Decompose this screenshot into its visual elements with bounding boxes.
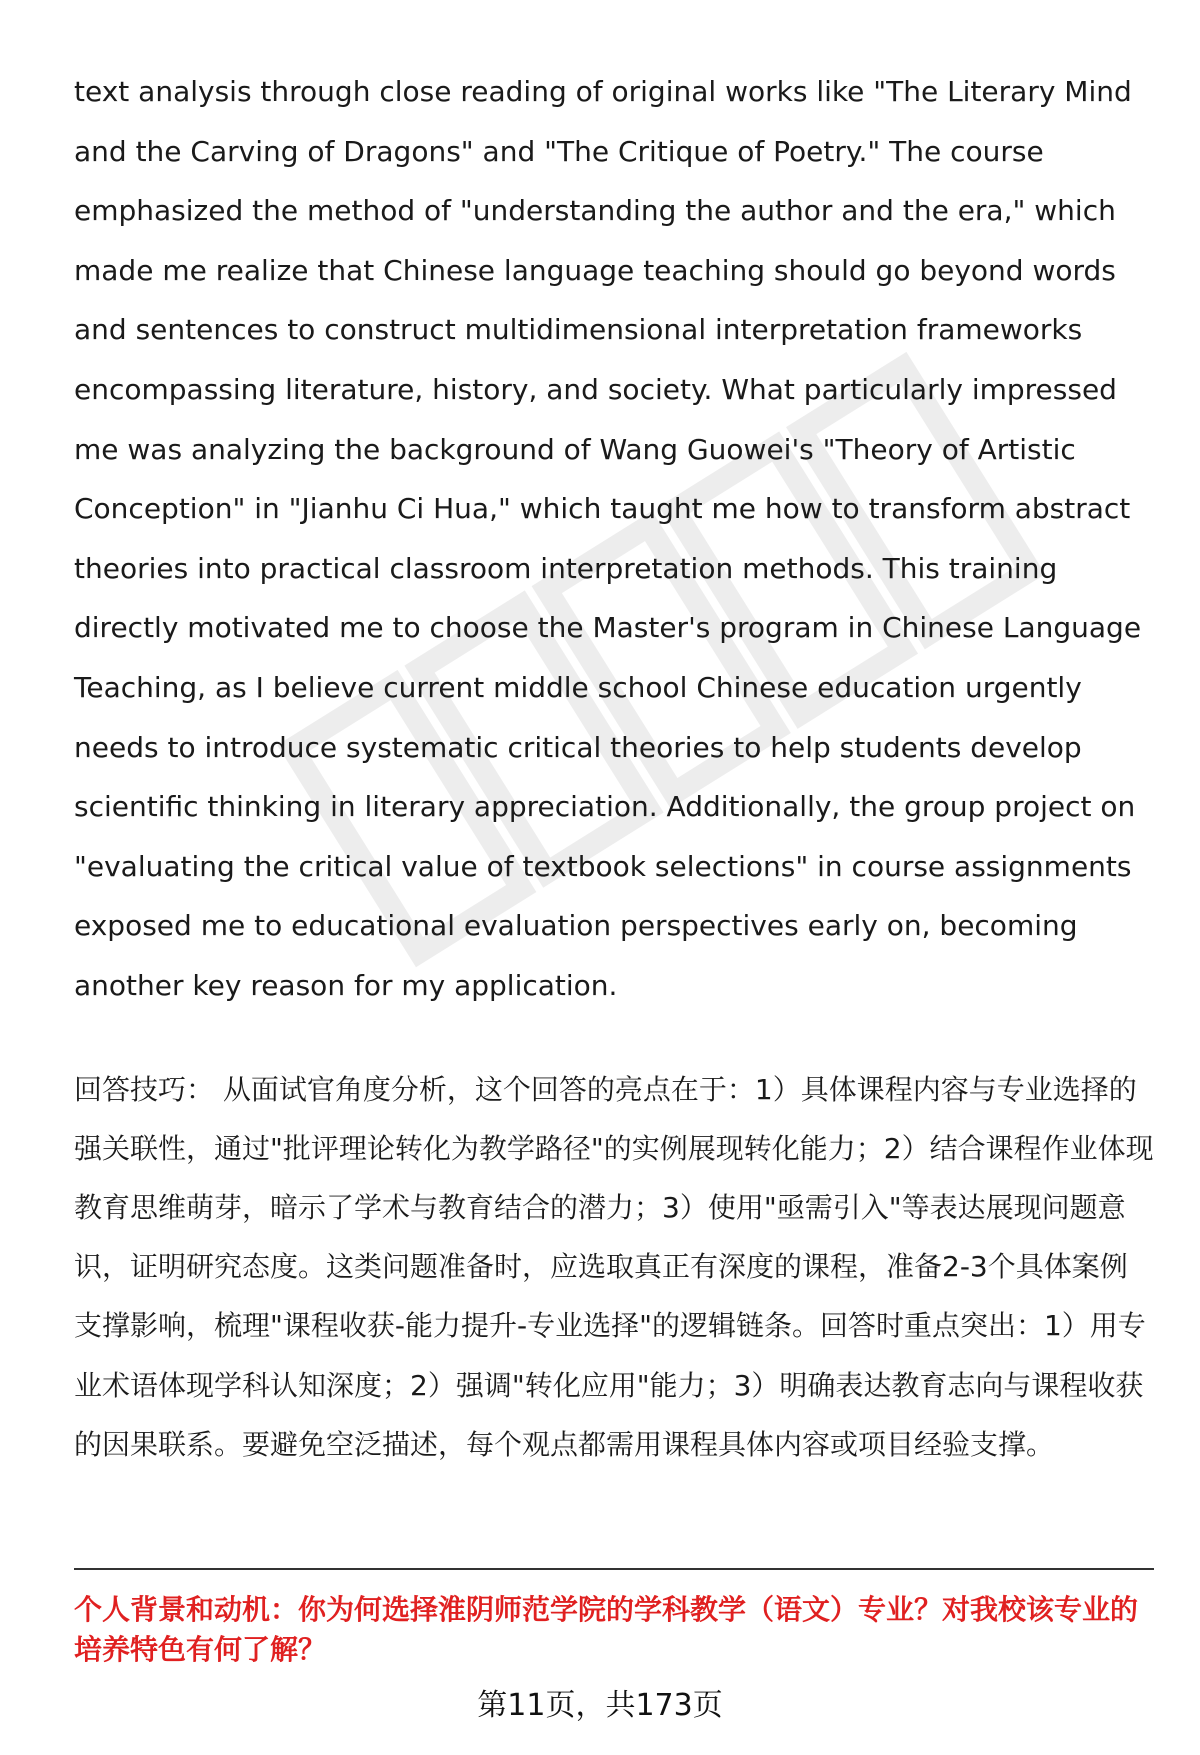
answer-paragraph: text analysis through close reading of original works like "The Literary Mind and the Carving of Dragons" and "The Critique of Poetry." The course emphasized the method of "understanding the author and the era," which made me realize that Chinese language teaching should go beyond words and sentences to construct multidimensional interpretation frameworks encompassing literature, history, and society. What particularly impressed me was analyzing the background of Wang Guowei's "Theory of Artistic Conception" in "Jianhu Ci Hua," which taught me how to transform abstract theories into practical classroom interpretation methods. This training directly motivated me to choose the Master's program in Chinese Language Teaching, as I believe current middle school Chinese education urgently needs to introduce systematic critical theories to help students develop scientific thinking in literary appreciation. Additionally, the group project on "evaluating the critical value of textbook selections" in course assignments exposed me to educational evaluation perspectives early on, becoming another key reason for my application.: [74, 75, 1142, 1002]
answer-tips-paragraph: 回答技巧： 从面试官角度分析，这个回答的亮点在于：1）具体课程内容与专业选择的强关联性，通过"批评理论转化为教学路径"的实例展现转化能力；2）结合课程作业体现教育思维萌芽，暗示了学术与教育结合的潜力；3）使用"亟需引入"等表达展现问题意识，证明研究态度。这类问题准备时，应选取真正有深度的课程，准备2-3个具体案例支撑影响，梳理"课程收获-能力提升-专业选择"的逻辑链条。回答时重点突出：1）用专业术语体现学科认知深度；2）强调"转化应用"能力；3）明确表达教育志向与课程收获的因果联系。要避免空泛描述，每个观点都需用课程具体内容或项目经验支撑。: [74, 1072, 1154, 1461]
document-body: [74, 62, 1154, 1474]
page-number: 第11页，共173页: [477, 1688, 723, 1723]
next-question-heading: 个人背景和动机：你为何选择淮阴师范学院的学科教学（语文）专业？对我校该专业的培养特色有何了解？: [74, 1593, 1139, 1666]
section-divider: [74, 1568, 1154, 1570]
